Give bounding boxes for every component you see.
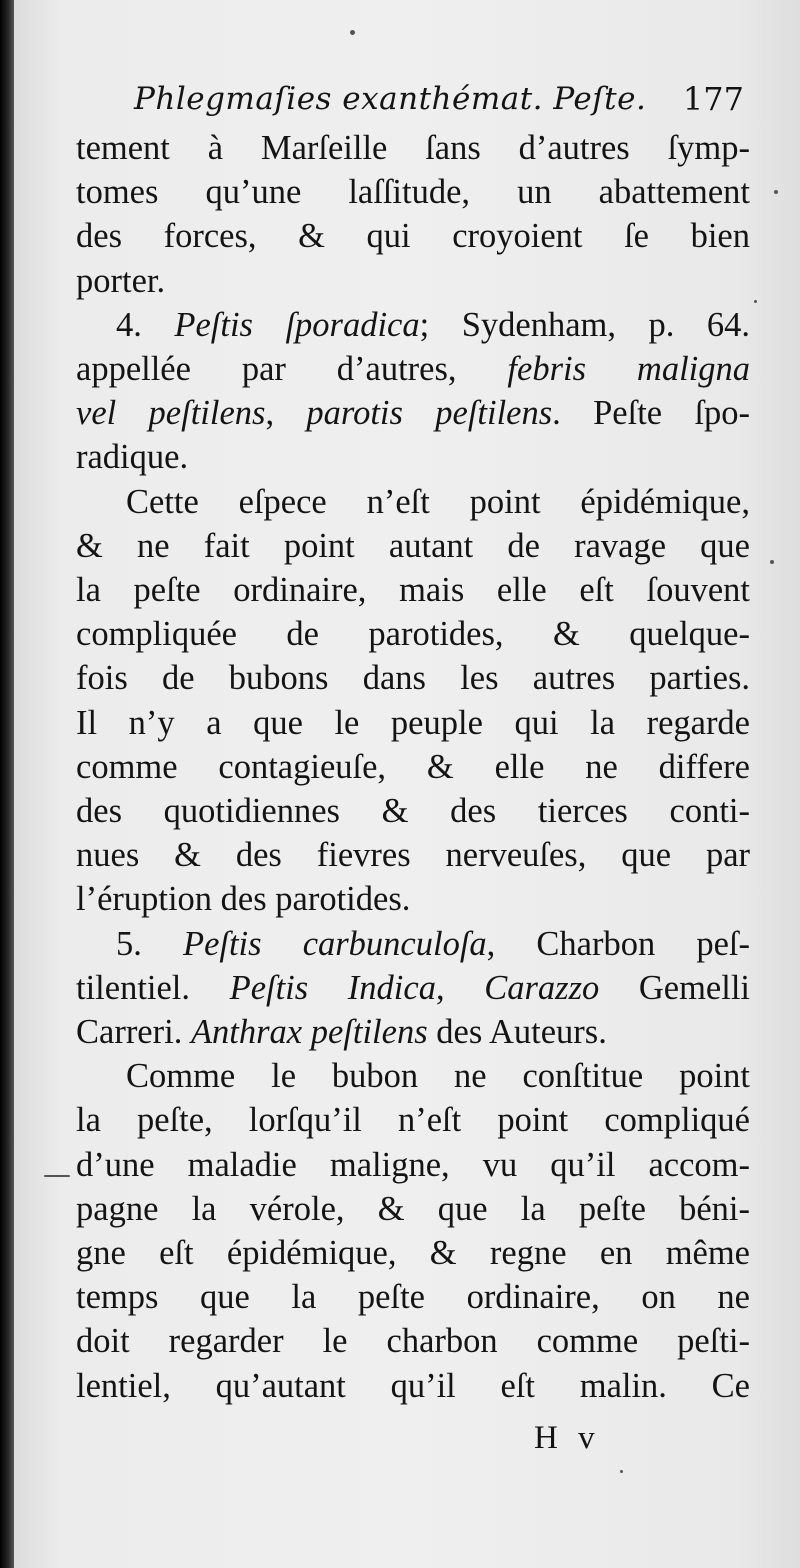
text-line — [76, 612, 750, 656]
text-run: ; Sydenham, p. 64. — [419, 305, 751, 344]
signature-mark: H v — [534, 1420, 601, 1456]
text-run: comme contagieuſe, & elle ne differe — [76, 747, 750, 786]
italic-term: parotis peſtilens — [306, 394, 553, 433]
text-line — [76, 1275, 750, 1319]
italic-term: Anthrax peſtilens — [190, 1013, 428, 1052]
text-run: tement à Marſeille ſans d’autres ſymp- — [76, 129, 750, 167]
text-line — [76, 701, 750, 745]
text-line — [76, 391, 750, 435]
text-line — [76, 1364, 750, 1408]
text-line — [76, 1010, 750, 1054]
text-run: gne eſt épidémique, & regne en même — [76, 1234, 750, 1273]
page-header — [114, 72, 754, 126]
text-run: tomes qu’une laſſitude, un abattement — [76, 173, 750, 212]
text-line — [76, 833, 750, 877]
text-line — [76, 877, 750, 921]
italic-term: Peſtis ſporadica — [174, 305, 420, 344]
text-run: compliquée de parotides, & quelque- — [76, 615, 750, 654]
paper-speck — [620, 1470, 623, 1473]
text-run: Carreri. — [76, 1013, 191, 1052]
text-line — [76, 1231, 750, 1275]
text-run: lentiel, qu’autant qu’il eſt malin. Ce — [76, 1366, 750, 1405]
text-run: fois de bubons dans les autres parties. — [76, 659, 750, 698]
paper-speck — [350, 30, 355, 35]
text-line — [76, 1143, 750, 1187]
text-line — [76, 1187, 750, 1231]
text-line — [76, 1098, 750, 1142]
body-text — [76, 126, 750, 1408]
page-number: 177 — [682, 80, 744, 118]
text-run: Comme le bubon ne conſtitue point — [126, 1057, 750, 1096]
text-run: . Peſte ſpo- — [552, 394, 751, 433]
text-run: des forces, & qui croyoient ſe bien — [76, 217, 750, 256]
text-run: 5. — [116, 924, 183, 963]
text-run: des quotidiennes & des tierces conti- — [76, 792, 750, 831]
text-run: nues & des fievres nerveuſes, que par — [76, 836, 750, 875]
text-run: Gemelli — [599, 968, 750, 1007]
text-run: Cette eſpece n’eſt point épidémique, — [126, 482, 750, 521]
paper-speck — [754, 300, 757, 303]
text-run: pagne la vérole, & que la peſte béni- — [76, 1189, 750, 1228]
text-run: , — [435, 968, 485, 1007]
text-line — [76, 480, 750, 524]
text-run: doit regarder le charbon comme peſti- — [76, 1322, 750, 1361]
text-run: tilentiel. — [76, 968, 230, 1007]
text-line — [76, 347, 750, 391]
text-line — [76, 922, 750, 966]
paper-speck — [44, 1175, 70, 1177]
text-line — [76, 568, 750, 612]
text-line — [76, 435, 750, 479]
text-run: appellée par d’autres, — [76, 350, 508, 389]
text-run: porter. — [76, 261, 166, 300]
italic-term: Carazzo — [484, 968, 600, 1007]
italic-term: vel peſtilens — [76, 394, 266, 433]
italic-term: Peſtis carbunculoſa — [183, 924, 487, 963]
paper-speck — [770, 560, 774, 564]
text-line — [76, 170, 750, 214]
text-line — [76, 524, 750, 568]
text-run: , — [265, 394, 307, 433]
italic-term: Peſtis Indica — [229, 968, 436, 1007]
text-run: d’une maladie maligne, vu qu’il accom- — [76, 1145, 750, 1184]
text-line — [76, 126, 750, 170]
text-run: la peſte, lorſqu’il n’eſt point compliqué — [76, 1101, 750, 1140]
book-page — [14, 0, 800, 1568]
text-line — [76, 656, 750, 700]
text-line — [76, 745, 750, 789]
text-run: des Auteurs. — [427, 1013, 607, 1052]
text-run: , Charbon peſ- — [486, 924, 750, 963]
text-run: temps que la peſte ordinaire, on ne — [76, 1278, 750, 1317]
text-line — [76, 303, 750, 347]
text-line — [76, 1319, 750, 1363]
text-run: radique. — [76, 438, 189, 477]
text-line — [76, 259, 750, 303]
text-line — [76, 214, 750, 258]
text-run: & ne fait point autant de ravage que — [76, 526, 750, 565]
running-head: Phlegmaſies exanthémat. Peſte. — [134, 81, 647, 117]
text-run: Il n’y a que le peuple qui la regarde — [76, 703, 750, 742]
text-line — [76, 966, 750, 1010]
italic-term: febris maligna — [507, 350, 750, 389]
text-run: l’éruption des parotides. — [76, 880, 411, 919]
text-run: 4. — [116, 305, 175, 344]
binding-gutter — [0, 0, 14, 1568]
text-run: la peſte ordinaire, mais elle eſt ſouvent — [76, 571, 750, 610]
text-line — [76, 1054, 750, 1098]
paper-speck — [774, 190, 778, 194]
text-line — [76, 789, 750, 833]
